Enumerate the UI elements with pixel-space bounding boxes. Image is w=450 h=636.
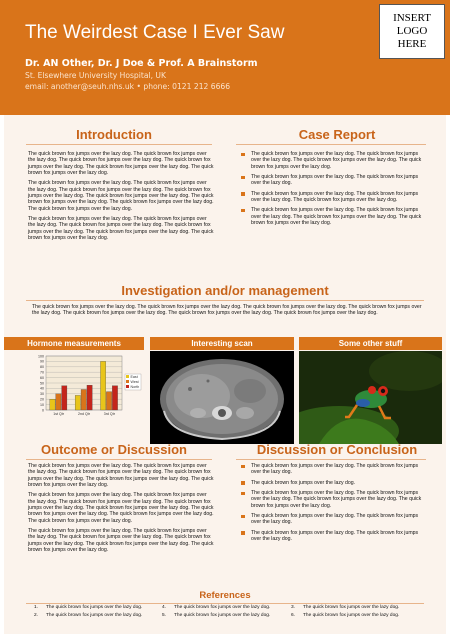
legend-swatch <box>126 380 129 383</box>
paragraph: The quick brown fox jumps over the lazy dog. The quick brown fox jumps over the lazy dog. The quick brown fox jumps over the lazy dog. The quick brown fox jumps over the lazy dog. The quick brown fox jumps over the lazy dog. The quick brown fox jumps over the lazy dog. The quick brown fox jumps over the lazy dog. The quick brown fox jumps over the lazy dog. <box>28 492 214 524</box>
reference-item: 2. The quick brown fox jumps over the lazy dog. <box>34 613 143 618</box>
paragraph: The quick brown fox jumps over the lazy dog. The quick brown fox jumps over the lazy dog. The quick brown fox jumps over the lazy dog. The quick brown fox jumps over the lazy dog. The quick brown fox jumps over the lazy dog. The quick brown fox jumps over the lazy dog. The quick brown fox jumps over the lazy dog. The quick brown fox jumps over the lazy dog. <box>28 180 214 212</box>
y-tick-label: 60 <box>40 375 44 380</box>
y-tick-label: 0 <box>42 408 44 413</box>
legend-label: North <box>130 384 140 389</box>
frog-drawing <box>299 351 442 444</box>
list-item: The quick brown fox jumps over the lazy dog. The quick brown fox jumps over the lazy dog. <box>241 513 426 526</box>
bar <box>56 394 61 410</box>
x-tick-label: 2nd Qtr <box>78 412 90 416</box>
poster-body <box>4 115 446 634</box>
y-tick-label: 10 <box>40 402 44 407</box>
poster-title: The Weirdest Case I Ever Saw <box>25 22 285 43</box>
logo-line: HERE <box>397 38 427 50</box>
ct-scan-image <box>150 351 294 444</box>
y-tick-label: 20 <box>40 397 44 402</box>
list-item: The quick brown fox jumps over the lazy dog. The quick brown fox jumps over the lazy dog. <box>241 463 426 476</box>
reference-item: 1. The quick brown fox jumps over the lazy dog. <box>34 605 143 610</box>
list-item: The quick brown fox jumps over the lazy dog. <box>241 480 426 486</box>
author-list: Dr. AN Other, Dr. J Doe & Prof. A Brainstorm <box>25 58 258 69</box>
legend-swatch <box>126 385 129 388</box>
affiliation: St. Elsewhere University Hospital, UK <box>25 71 166 80</box>
references-title: References <box>199 590 251 601</box>
list-item: The quick brown fox jumps over the lazy dog. The quick brown fox jumps over the lazy dog. The quick brown fox jumps over the lazy dog. The quick brown fox jumps over the lazy dog. <box>241 207 426 226</box>
reference-item: 3. The quick brown fox jumps over the lazy dog. <box>291 605 400 610</box>
introduction-text <box>28 151 214 245</box>
hormone-bar-chart <box>32 353 144 419</box>
section-divider <box>236 144 426 145</box>
paragraph: The quick brown fox jumps over the lazy dog. The quick brown fox jumps over the lazy dog. The quick brown fox jumps over the lazy dog. The quick brown fox jumps over the lazy dog. The quick brown fox jumps over the lazy dog. The quick brown fox jumps over the lazy dog. <box>28 151 214 177</box>
paragraph: The quick brown fox jumps over the lazy dog. The quick brown fox jumps over the lazy dog. The quick brown fox jumps over the lazy dog. The quick brown fox jumps over the lazy dog. The quick brown fox jumps over the lazy dog. The quick brown fox jumps over the lazy dog. <box>28 216 214 242</box>
logo-placeholder <box>379 4 445 59</box>
case-report-title: Case Report <box>298 127 376 142</box>
list-item: The quick brown fox jumps over the lazy dog. The quick brown fox jumps over the lazy dog. The quick brown fox jumps over the lazy dog. The quick brown fox jumps over the lazy dog. <box>241 490 426 509</box>
section-divider <box>26 459 212 460</box>
reference-item: 4. The quick brown fox jumps over the lazy dog. <box>162 605 271 610</box>
list-item: The quick brown fox jumps over the lazy dog. The quick brown fox jumps over the lazy dog. <box>241 530 426 543</box>
bar <box>81 389 86 410</box>
reference-column <box>34 604 159 620</box>
logo-line: INSERT <box>393 12 431 24</box>
investigation-text: The quick brown fox jumps over the lazy dog. The quick brown fox jumps over the lazy dog. The quick brown fox jumps over the lazy dog. The quick brown fox jumps over the lazy dog. The quick brown fox jumps over the lazy dog. The quick brown fox jumps over the lazy dog. The quick brown fox jumps over the lazy dog. <box>32 304 422 317</box>
list-item: The quick brown fox jumps over the lazy dog. The quick brown fox jumps over the lazy dog. The quick brown fox jumps over the lazy dog. <box>241 191 426 204</box>
y-tick-label: 100 <box>38 354 44 359</box>
outcome-text <box>28 463 214 557</box>
reference-column <box>162 604 287 620</box>
paragraph: The quick brown fox jumps over the lazy dog. The quick brown fox jumps over the lazy dog. The quick brown fox jumps over the lazy dog. The quick brown fox jumps over the lazy dog. The quick brown fox jumps over the lazy dog. The quick brown fox jumps over the lazy dog. <box>28 528 214 554</box>
hormone-panel-header: Hormone measurements <box>4 337 144 350</box>
paragraph: The quick brown fox jumps over the lazy dog. The quick brown fox jumps over the lazy dog. The quick brown fox jumps over the lazy dog. The quick brown fox jumps over the lazy dog. The quick brown fox jumps over the lazy dog. The quick brown fox jumps over the lazy dog. <box>28 463 214 489</box>
y-tick-label: 90 <box>40 359 44 364</box>
reference-item: 6. The quick brown fox jumps over the lazy dog. <box>291 613 400 618</box>
other-panel-header: Some other stuff <box>299 337 442 350</box>
y-tick-label: 70 <box>40 370 44 375</box>
y-tick-label: 30 <box>40 392 44 397</box>
legend-label: West <box>130 379 139 384</box>
investigation-title: Investigation and/or management <box>121 283 329 298</box>
frog-photo <box>299 351 442 444</box>
section-divider <box>26 144 212 145</box>
bar <box>87 385 92 410</box>
legend-swatch <box>126 375 129 378</box>
contact-info: email: another@seuh.nhs.uk • phone: 0121 212 6666 <box>25 82 231 91</box>
section-divider <box>26 300 424 301</box>
bar <box>112 386 117 410</box>
conclusion-title: Discussion or Conclusion <box>256 442 418 457</box>
poster-header <box>0 0 450 115</box>
bar <box>100 361 105 410</box>
ct-scan-drawing <box>150 351 294 444</box>
case-report-list <box>241 151 426 230</box>
x-tick-label: 3rd Qtr <box>103 412 115 416</box>
reference-column <box>291 604 416 620</box>
bar <box>50 399 55 410</box>
reference-item: 5. The quick brown fox jumps over the lazy dog. <box>162 613 271 618</box>
list-item: The quick brown fox jumps over the lazy dog. The quick brown fox jumps over the lazy dog. The quick brown fox jumps over the lazy dog. The quick brown fox jumps over the lazy dog. <box>241 151 426 170</box>
bar <box>75 395 80 410</box>
bar <box>106 392 111 410</box>
y-tick-label: 40 <box>40 386 44 391</box>
outcome-title: Outcome or Discussion <box>41 442 187 457</box>
section-divider <box>236 459 426 460</box>
logo-line: LOGO <box>396 25 428 37</box>
legend-label: East <box>130 374 138 379</box>
bar <box>62 386 67 410</box>
list-item: The quick brown fox jumps over the lazy dog. The quick brown fox jumps over the lazy dog. <box>241 174 426 187</box>
x-tick-label: 1st Qtr <box>53 412 65 416</box>
y-tick-label: 50 <box>40 381 44 386</box>
introduction-title: Introduction <box>76 127 152 142</box>
y-tick-label: 80 <box>40 365 44 370</box>
conclusion-list <box>241 463 426 546</box>
scan-panel-header: Interesting scan <box>150 337 294 350</box>
